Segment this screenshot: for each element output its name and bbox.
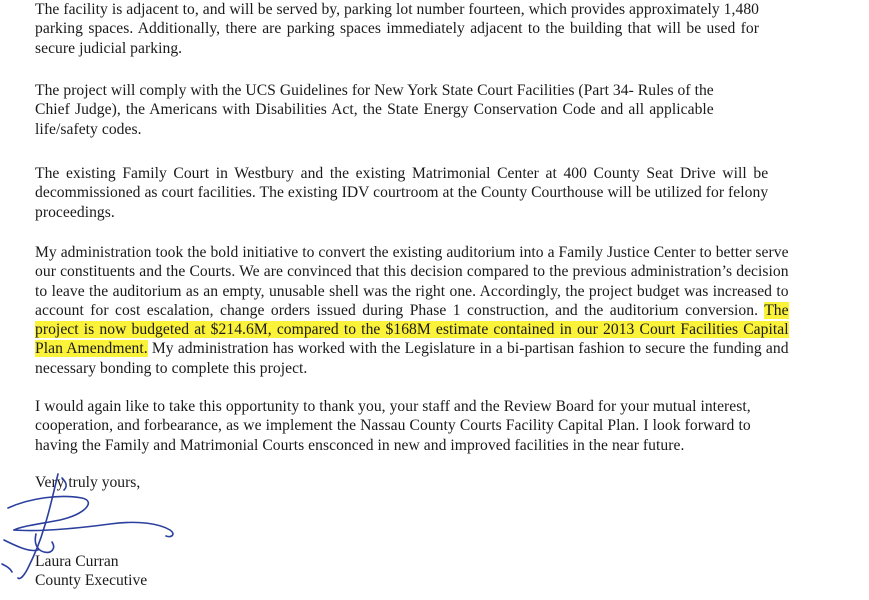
paragraph-decommission (35, 164, 768, 222)
closing-salutation: Very truly yours, (35, 474, 141, 491)
text-line: secure judicial parking. (35, 39, 183, 57)
paragraph-parking (35, 0, 759, 58)
text-line: necessary bonding to complete this project. (35, 359, 308, 377)
text-line: our constituents and the Courts. We are convinced that this decision compared to the previous administration’s decision (35, 263, 789, 281)
text-line: The existing Family Court in Westbury and the existing Matrimonial Center at 400 County Seat Drive will be (35, 165, 769, 182)
text-line: having the Family and Matrimonial Courts ensconced in new and improved facilities in the near future. (35, 436, 685, 454)
highlighted-text: The (764, 301, 789, 319)
highlighted-text: Plan Amendment. (35, 340, 148, 358)
text-line: life/safety codes. (35, 120, 142, 138)
handwritten-signature (0, 468, 200, 588)
paragraph-budget (35, 243, 789, 378)
signer-name: Laura Curran (35, 553, 119, 570)
paragraph-thanks (35, 397, 751, 455)
text-line: Chief Judge), the Americans with Disabilities Act, the State Energy Conservation Code and all applicable (35, 101, 714, 119)
text-line: parking spaces. Additionally, there are parking spaces immediately adjacent to the building that will be used for (35, 20, 760, 38)
text-segment: account for cost escalation, change orders issued during Phase 1 construction, and the auditorium conversion. (35, 301, 765, 319)
text-line: The project will comply with the UCS Guidelines for New York State Court Facilities (Part 34- Rules of the (35, 82, 714, 99)
text-line: to leave the auditorium as an empty, unusable shell was the right one. Accordingly, the project budget was increased to (35, 282, 789, 300)
signer-title: County Executive (35, 572, 148, 589)
text-line: proceedings. (35, 203, 115, 221)
text-line (35, 320, 789, 339)
text-line (35, 339, 789, 358)
paragraph-compliance (35, 81, 714, 139)
text-line: I would again like to take this opportunity to thank you, your staff and the Review Board for your mutual interest, (35, 398, 751, 415)
text-line: My administration took the bold initiative to convert the existing auditorium into a Family Justice Center to better serve (35, 244, 789, 261)
text-line (35, 301, 789, 320)
highlighted-text: project is now budgeted at $214.6M, compared to the $168M estimate contained in our 2013 Court Facilities Capital (35, 321, 789, 339)
text-line: The facility is adjacent to, and will be served by, parking lot number fourteen, which provides approximately 1,480 (35, 1, 760, 18)
text-line: decommissioned as court facilities. The existing IDV courtroom at the County Courthouse will be utilized for felony (35, 184, 769, 202)
text-line: cooperation, and forbearance, as we implement the Nassau County Courts Facility Capital Plan. I look forward to (35, 417, 751, 435)
text-segment: My administration has worked with the Legislature in a bi-partisan fashion to secure the funding and (147, 340, 789, 358)
